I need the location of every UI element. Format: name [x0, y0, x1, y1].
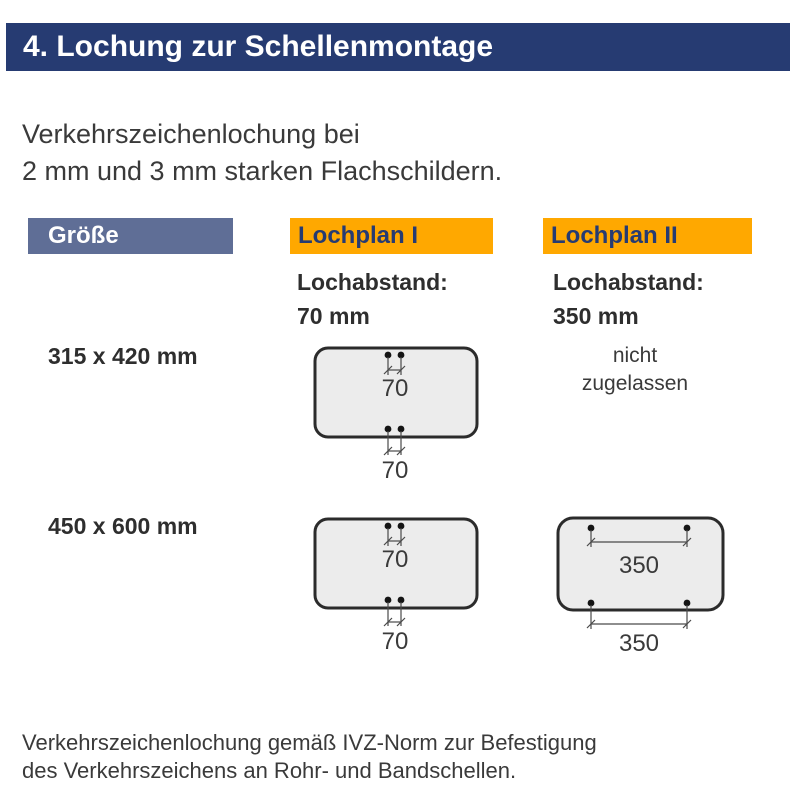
lochplan-2-subheader	[553, 265, 704, 333]
dimension-label-bottom: 70	[381, 457, 409, 484]
intro-line-1: Verkehrszeichenlochung bei	[22, 119, 360, 149]
lochplan-1-subheader-value: 70 mm	[297, 303, 370, 329]
plan2-not-allowed-line-2: zugelassen	[581, 372, 689, 395]
column-header-groesse: Größe	[28, 218, 233, 254]
row-size-315x420: 315 x 420 mm	[48, 343, 198, 369]
footer-note	[22, 729, 597, 785]
dimension-label-bottom: 350	[618, 630, 660, 657]
section-title: 4. Lochung zur Schellenmontage	[6, 23, 790, 71]
plan2-not-allowed	[545, 342, 725, 398]
sign-diagram-row2-plan2	[550, 510, 760, 662]
lochplan-2-subheader-label: Lochabstand:	[553, 269, 704, 295]
column-header-lochplan-2: Lochplan II	[543, 218, 752, 254]
lochplan-2-subheader-value: 350 mm	[553, 303, 639, 329]
lochplan-1-subheader	[297, 265, 448, 333]
plan2-not-allowed-line-1: nicht	[612, 344, 658, 367]
sign-diagram-row1-plan1	[305, 341, 495, 493]
dimension-label-top: 70	[381, 375, 409, 402]
row-size-450x600: 450 x 600 mm	[48, 513, 198, 539]
dimension-label-top: 350	[618, 552, 660, 579]
dimension-label-top: 70	[381, 546, 409, 573]
intro-line-2: 2 mm und 3 mm starken Flachschildern.	[22, 156, 503, 186]
footer-line-1: Verkehrszeichenlochung gemäß IVZ-Norm zur Befestigung	[22, 730, 597, 755]
footer-line-2: des Verkehrszeichens an Rohr- und Bandschellen.	[22, 758, 517, 783]
sign-diagram-row2-plan1	[305, 512, 495, 664]
intro-text	[22, 116, 502, 190]
column-header-lochplan-1: Lochplan I	[290, 218, 493, 254]
lochplan-1-subheader-label: Lochabstand:	[297, 269, 448, 295]
dimension-label-bottom: 70	[381, 628, 409, 655]
